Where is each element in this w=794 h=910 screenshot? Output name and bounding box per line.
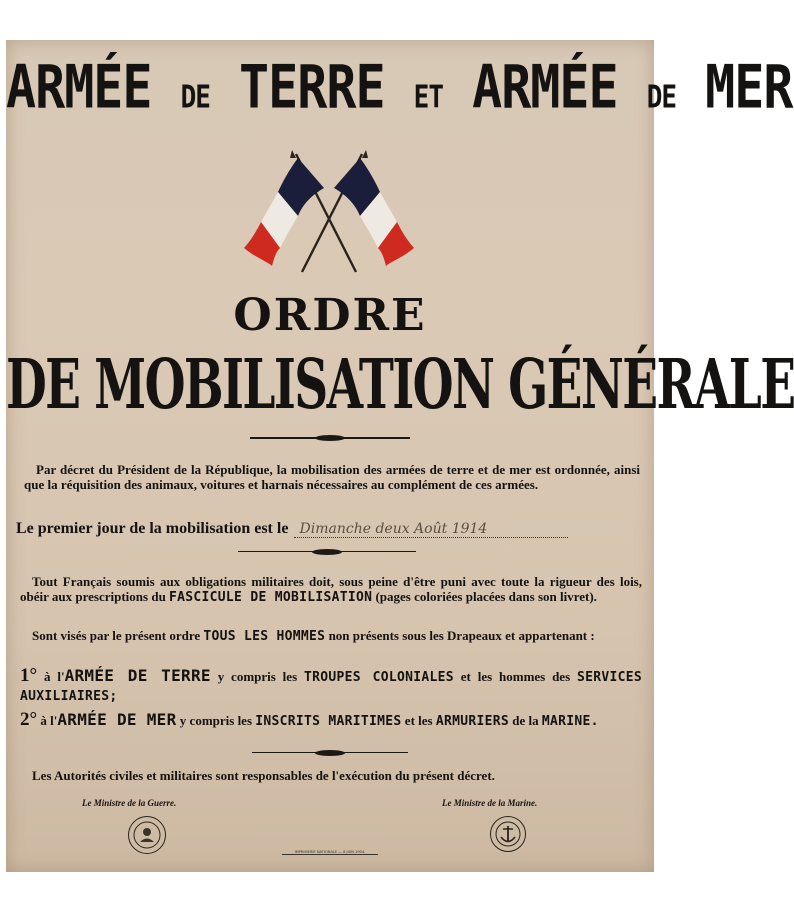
auxiliary-services-label: SERVICES AUXILIAIRES; (20, 670, 643, 704)
item-text: et les hommes des (460, 669, 571, 684)
divider-ornament (238, 551, 416, 552)
item-number: 1° (20, 665, 38, 686)
signature-war-minister: Le Ministre de la Guerre. (82, 798, 177, 808)
header-word: ARMÉE (472, 52, 618, 122)
header-word: TERRE (239, 52, 385, 122)
concerned-text: non présents sous les Drapeaux et appartenant : (328, 628, 595, 643)
mobilisation-day-label: Le premier jour de la mobilisation est le (16, 520, 289, 537)
item-number: 2° (20, 709, 38, 730)
poster (6, 40, 794, 872)
mobilisation-date-handwritten: Dimanche deux Août 1914 (294, 521, 568, 538)
fascicule-highlight: FASCICULE DE MOBILISATION (169, 590, 373, 605)
item-text: à l' (43, 669, 65, 684)
item-text: et les (404, 713, 433, 728)
seal-navy-anchor-icon (490, 816, 526, 852)
maritime-registered-label: INSCRITS MARITIMES (255, 714, 402, 729)
header-word: ET (413, 79, 443, 116)
army-sea-label: ARMÉE DE MER (57, 710, 177, 729)
header-title (6, 52, 793, 122)
seal-war-icon (128, 816, 166, 854)
navy-label: MARINE. (541, 714, 599, 729)
obligations-text: (pages coloriées placées dans son livret). (375, 589, 597, 604)
item-text: y compris les (217, 669, 298, 684)
decree-paragraph: Par décret du Président de la République, la mobilisation des armées de terre et de mer est ordonnée, ainsi que la réquisition des animaux, voitures et harnais nécessaires au complément de ces armées. (24, 462, 640, 492)
item-text: y compris les (179, 713, 253, 728)
header-word: DE (646, 79, 677, 116)
item-text: de la (512, 713, 539, 728)
item-army-land (20, 667, 642, 706)
concerned-paragraph (20, 628, 642, 644)
header-word: ARMÉE (6, 52, 152, 122)
header-word: DE (180, 79, 210, 116)
printer-imprint: IMPRIMERIE NATIONALE — 8 JUIN 1904. (282, 850, 378, 855)
obligations-paragraph (20, 574, 642, 605)
item-army-sea (20, 711, 642, 731)
item-text: à l' (40, 713, 58, 728)
signature-navy-minister: Le Ministre de la Marine. (442, 798, 538, 808)
divider-ornament (250, 437, 410, 439)
crossed-flags-icon (234, 148, 424, 278)
divider-ornament (252, 752, 408, 753)
all-men-highlight: TOUS LES HOMMES (203, 629, 326, 644)
army-land-label: ARMÉE DE TERRE (64, 666, 211, 685)
concerned-text: Sont visés par le présent ordre (32, 628, 201, 643)
armourers-label: ARMURIERS (435, 714, 509, 729)
obligations-text: Tout Français soumis aux obligations militaires doit, sous peine d'être puni avec toute la rigueur des lois, obéir aux prescriptions du (20, 574, 642, 604)
header-word: MER (705, 52, 793, 122)
mobilisation-day-line (16, 518, 646, 538)
title-ordre: ORDRE (233, 290, 427, 341)
closing-statement: Les Autorités civiles et militaires sont responsables de l'exécution du présent décret. (32, 768, 495, 783)
title-mobilisation: DE MOBILISATION GÉNÉRALE (6, 345, 794, 426)
colonial-troops-label: TROUPES COLONIALES (304, 670, 454, 685)
